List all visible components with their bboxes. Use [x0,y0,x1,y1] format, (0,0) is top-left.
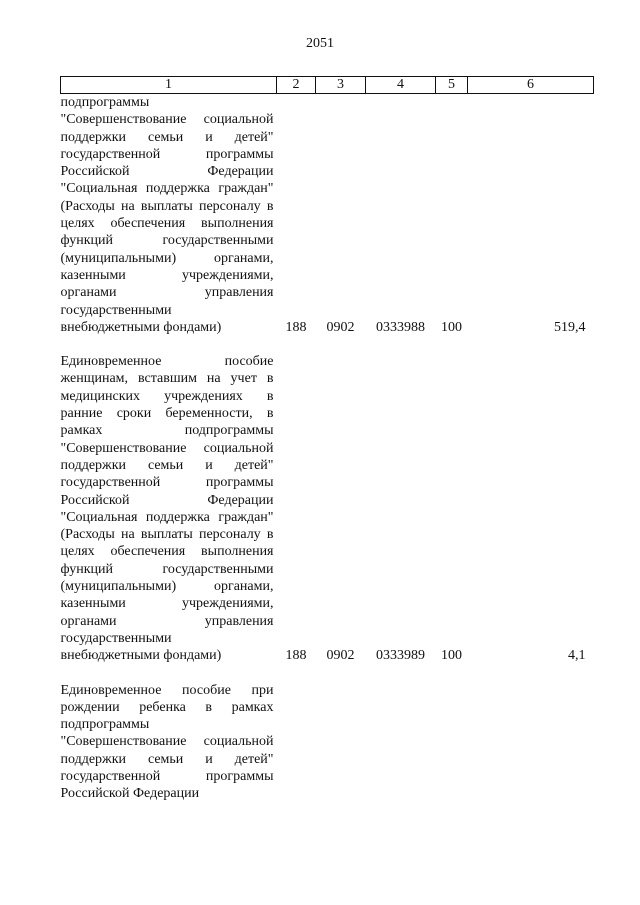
row-code-target [366,682,436,803]
row-code-section: 0902 [326,648,355,664]
row-description: Единовременное пособие при рождении ребенка в рамках подпрограммы "Совершенствование социальной поддержки семьи и детей" государственной программы Российской Федерации [60,682,274,802]
row-code-admin: 188 [285,319,307,335]
row-spacer [61,336,594,353]
row-description: Единовременное пособие женщинам, вставшим на учет в медицинских учреждениях в ранние сроки беременности, в рамках подпрограммы "Совершенствование социальной поддержки семьи и детей" государственной программы Российской Федерации "Социальная поддержка граждан" (Расходы на выплаты персоналу в целях обеспечения выполнения функций государственными (муниципальными) органами, казенными учреждениями, органами управления государственными внебюджетными фондами) [60,354,274,664]
column-header-3: 3 [316,77,366,94]
column-header-2: 2 [277,77,316,94]
row-code-expense-type: 100 [441,319,462,335]
row-amount [468,682,594,803]
column-header-4: 4 [366,77,436,94]
table-row [61,353,594,664]
row-code-expense-type: 100 [441,648,462,664]
row-code-target: 0333989 [376,648,425,664]
row-code-expense-type [436,682,468,803]
row-description: подпрограммы "Совершенствование социальной поддержки семьи и детей" государственной программы Российской Федерации "Социальная поддержка граждан" (Расходы на выплаты персоналу в целях обеспечения выполнения функций государственными (муниципальными) органами, казенными учреждениями, органами управления государственными внебюджетными фондами) [60,95,274,335]
row-amount: 4,1 [568,648,586,664]
row-code-admin [277,682,316,803]
row-code-target: 0333988 [376,319,425,335]
row-code-section [316,682,366,803]
column-header-6: 6 [468,77,594,94]
row-code-admin: 188 [285,648,307,664]
table-row [61,94,594,337]
row-spacer [61,665,594,682]
page-number: 2051 [306,36,334,51]
budget-table [60,76,594,803]
row-code-section: 0902 [326,319,355,335]
table-header-row [61,77,594,94]
column-header-5: 5 [436,77,468,94]
row-amount: 519,4 [554,319,586,335]
column-header-1: 1 [61,77,277,94]
table-row [61,682,594,803]
